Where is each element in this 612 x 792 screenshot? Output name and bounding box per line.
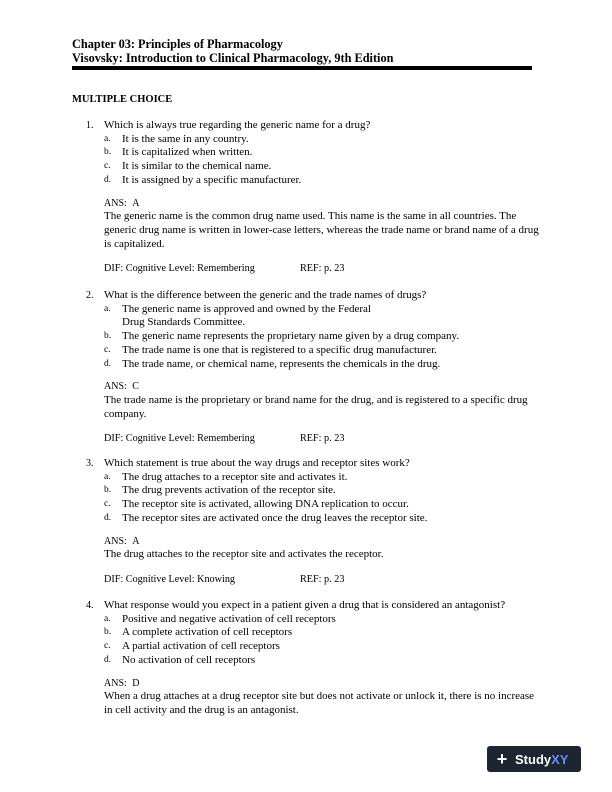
question-stem	[72, 599, 542, 613]
answer-line: ANS: A	[104, 535, 140, 547]
option-c: c. A partial activation of cell receptors	[104, 640, 280, 653]
question-stem	[72, 289, 542, 303]
rationale: The trade name is the proprietary or brand name for the drug, and is registered to a specific drug company.	[104, 393, 528, 420]
answer-value: A	[132, 197, 140, 209]
option-d: d. No activation of cell receptors	[104, 653, 256, 666]
question-3	[72, 457, 542, 587]
rationale: When a drug attaches at a drug receptor site but does not activate or unlock it, there is no increase in cell activity and the drug is an antagonist.	[104, 690, 535, 716]
option-c: c. It is similar to the chemical name.	[104, 160, 272, 173]
option-b: b. A complete activation of cell receptors	[104, 626, 293, 639]
option-c: c. The receptor site is activated, allowing DNA replication to occur.	[104, 498, 409, 511]
option-a: a. Positive and negative activation of cell receptors	[104, 612, 336, 625]
answer-line: ANS: C	[104, 381, 139, 393]
rationale: The generic name is the common drug name used. This name is the same in all countries. The generic drug name is written in lower-case letters, whereas the trade name or brand name of a drug is capitalized.	[104, 210, 539, 250]
rationale: The drug attaches to the receptor site and activates the receptor.	[104, 548, 384, 561]
section-title: MULTIPLE CHOICE	[72, 94, 173, 105]
option-d: d. It is assigned by a specific manufacturer.	[104, 173, 302, 186]
question-text: What response would you expect in a patient given a drug that is considered an antagonist?	[104, 599, 506, 611]
options-list	[72, 613, 542, 668]
option-b: b. The generic name represents the proprietary name given by a drug company.	[104, 330, 460, 343]
plus-icon: +	[496, 749, 508, 769]
option-c: c. The trade name is one that is registered to a specific drug manufacturer.	[104, 343, 437, 356]
question-1	[72, 119, 542, 276]
option-d: d. The receptor sites are activated once the drug leaves the receptor site.	[104, 511, 428, 524]
question-text: What is the difference between the generic and the trade names of drugs?	[104, 289, 427, 301]
reference: REF: p. 23	[300, 263, 345, 275]
option-d: d. The trade name, or chemical name, represents the chemicals in the drug.	[104, 357, 441, 370]
question-number: 2.	[86, 290, 94, 301]
question-stem	[72, 457, 542, 471]
options-list	[72, 133, 542, 188]
chapter-title: Chapter 03: Principles of Pharmacology	[72, 37, 283, 51]
question-number: 3.	[86, 458, 94, 469]
question-4	[72, 599, 542, 718]
options-list	[72, 471, 542, 526]
question-text: Which statement is true about the way drugs and receptor sites work?	[104, 457, 410, 469]
option-b: b. It is capitalized when written.	[104, 146, 253, 159]
question-text: Which is always true regarding the generic name for a drug?	[104, 119, 371, 131]
question-number: 1.	[86, 120, 94, 131]
studyxy-badge[interactable]	[487, 746, 581, 772]
document-header	[72, 37, 542, 65]
header-rule	[72, 66, 532, 70]
brand-logo: StudyXY	[515, 751, 569, 767]
option-a: a. The generic name is approved and owned by the Federal Drug Standards Committee.	[104, 302, 371, 329]
difficulty-line: DIF: Cognitive Level: Remembering REF: p. 23	[104, 263, 345, 275]
answer-line: ANS: D	[104, 677, 140, 689]
option-b: b. The drug prevents activation of the receptor site.	[104, 484, 336, 497]
question-number: 4.	[86, 600, 94, 611]
answer-line: ANS: A	[104, 197, 140, 209]
difficulty-line: DIF: Cognitive Level: Remembering REF: p. 23	[104, 433, 345, 445]
reference: REF: p. 23	[300, 433, 345, 445]
option-a: a. It is the same in any country.	[104, 132, 249, 145]
answer-value: A	[132, 535, 140, 547]
options-list	[72, 303, 542, 372]
option-a: a. The drug attaches to a receptor site and activates it.	[104, 470, 348, 483]
question-2	[72, 289, 542, 446]
question-stem	[72, 119, 542, 133]
answer-value: C	[132, 381, 139, 393]
answer-value: D	[132, 677, 140, 689]
reference: REF: p. 23	[300, 573, 345, 585]
difficulty-line: DIF: Cognitive Level: Knowing REF: p. 23	[104, 573, 345, 585]
book-title: Visovsky: Introduction to Clinical Pharmacology, 9th Edition	[72, 51, 394, 65]
